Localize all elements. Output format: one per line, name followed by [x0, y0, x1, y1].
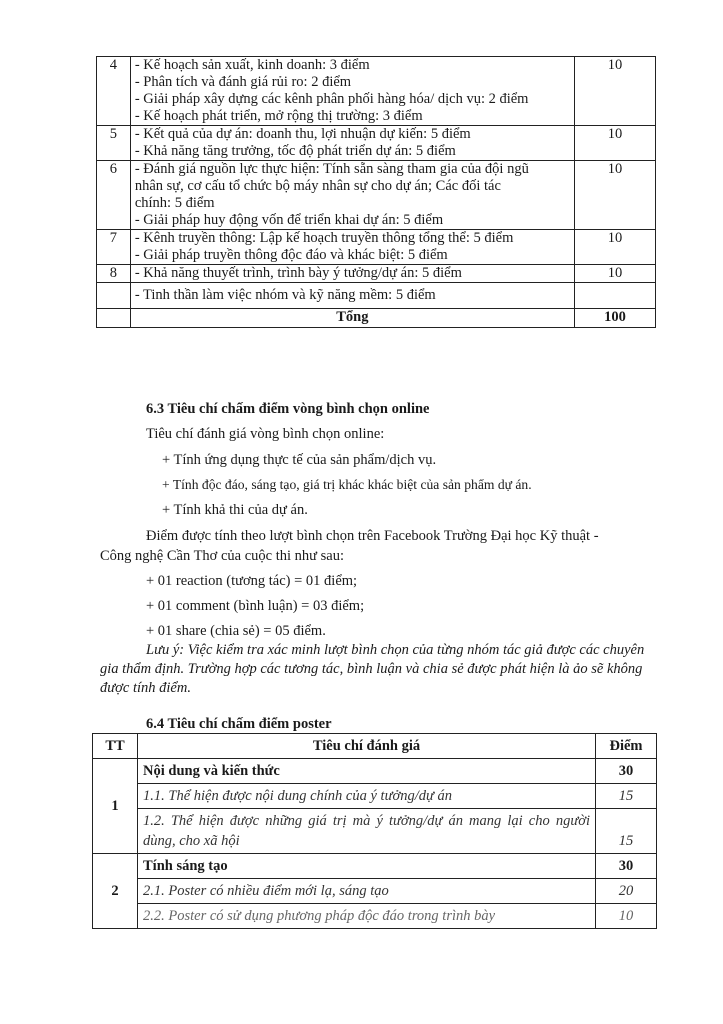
criteria-line: - Kết quả của dự án: doanh thu, lợi nhuận dự kiến: 5 điểm — [134, 126, 471, 142]
row-criteria — [130, 265, 574, 283]
section-64-heading: 6.4 Tiêu chí chấm điểm poster — [146, 716, 332, 732]
row-criteria — [130, 57, 574, 126]
group-row — [93, 759, 657, 784]
section-63-intro: Tiêu chí đánh giá vòng bình chọn online: — [146, 426, 385, 442]
criterion-bullet: + Tính độc đáo, sáng tạo, giá trị khác khác biệt của sản phẩm dự án. — [162, 477, 532, 492]
criteria-line: - Giải pháp xây dựng các kênh phân phối hàng hóa/ dịch vụ: 2 điểm — [134, 91, 529, 107]
row-number — [97, 283, 131, 309]
sub-criterion: 2.1. Poster có nhiều điểm mới lạ, sáng tạo — [138, 879, 596, 904]
group-number: 1 — [93, 759, 138, 854]
note-paragraph: Lưu ý: Việc kiểm tra xác minh lượt bình chọn của từng nhóm tác giả được các chuyên gia thẩm định. Trường hợp các tương tác, bình luận và chia sẻ được phát hiện là ảo sẽ không được tính điểm. — [100, 642, 645, 696]
row-number: 4 — [97, 57, 131, 126]
group-score: 30 — [596, 759, 657, 784]
criteria-line: nhân sự, cơ cấu tổ chức bộ máy nhân sự cho dự án; Các đối tác — [134, 178, 501, 194]
table-row — [97, 57, 656, 126]
scoring-rule: + 01 share (chia sẻ) = 05 điểm. — [146, 623, 326, 639]
group-row — [93, 854, 657, 879]
table-row — [97, 230, 656, 265]
row-criteria — [130, 230, 574, 265]
total-value: 100 — [574, 309, 655, 328]
row-score: 10 — [574, 265, 655, 283]
criteria-line: chính: 5 điểm — [134, 195, 215, 211]
scoring-rule: + 01 reaction (tương tác) = 01 điểm; — [146, 573, 358, 589]
criteria-line: - Giải pháp huy động vốn để triển khai dự án: 5 điểm — [134, 212, 444, 228]
table-header-row — [93, 734, 657, 759]
criteria-line: - Tinh thần làm việc nhóm và kỹ năng mềm: 5 điểm — [134, 287, 436, 303]
table-row — [97, 283, 656, 309]
section-63-heading: 6.3 Tiêu chí chấm điểm vòng bình chọn online — [146, 401, 430, 417]
group-score: 30 — [596, 854, 657, 879]
scoring-rule: + 01 comment (bình luận) = 03 điểm; — [146, 598, 365, 614]
row-number: 7 — [97, 230, 131, 265]
row-criteria — [130, 126, 574, 161]
row-number: 5 — [97, 126, 131, 161]
row-number: 8 — [97, 265, 131, 283]
header-criteria: Tiêu chí đánh giá — [138, 734, 596, 759]
criteria-line: - Kế hoạch phát triển, mở rộng thị trường: 3 điểm — [134, 108, 423, 124]
group-number: 2 — [93, 854, 138, 929]
sub-criterion: 2.2. Poster có sử dụng phương pháp độc đáo trong trình bày — [138, 904, 596, 929]
criteria-line: - Kế hoạch sản xuất, kinh doanh: 3 điểm — [134, 57, 370, 73]
criterion-bullet: + Tính ứng dụng thực tế của sản phẩm/dịch vụ. — [162, 452, 437, 468]
scoring-paragraph-line-2: Công nghệ Cần Thơ của cuộc thi như sau: — [100, 548, 344, 564]
poster-criteria-table — [92, 733, 657, 929]
row-score: 10 — [574, 230, 655, 265]
total-row — [97, 309, 656, 328]
total-empty-cell — [97, 309, 131, 328]
scoring-paragraph-line-1: Điểm được tính theo lượt bình chọn trên Facebook Trường Đại học Kỹ thuật - — [146, 528, 599, 544]
table-row — [97, 161, 656, 230]
sub-score: 20 — [596, 879, 657, 904]
sub-score: 15 — [596, 809, 657, 854]
total-label: Tổng — [130, 309, 574, 328]
group-title: Nội dung và kiến thức — [138, 759, 596, 784]
criteria-line: - Kênh truyền thông: Lập kế hoạch truyền thông tổng thể: 5 điểm — [134, 230, 514, 246]
row-criteria — [130, 161, 574, 230]
criteria-line: - Khả năng tăng trưởng, tốc độ phát triển dự án: 5 điểm — [134, 143, 456, 159]
group-title: Tính sáng tạo — [138, 854, 596, 879]
table-row — [97, 126, 656, 161]
header-score: Điểm — [596, 734, 657, 759]
sub-score: 15 — [596, 784, 657, 809]
row-criteria — [130, 283, 574, 309]
sub-criterion: 1.2. Thể hiện được những giá trị mà ý tưởng/dự án mang lại cho người dùng, cho xã hội — [138, 809, 596, 854]
criteria-line: - Khả năng thuyết trình, trình bày ý tưởng/dự án: 5 điểm — [134, 265, 462, 281]
criteria-table-continued — [96, 56, 656, 328]
row-score — [574, 283, 655, 309]
table-row — [93, 904, 657, 929]
row-score: 10 — [574, 57, 655, 126]
table-row — [97, 265, 656, 283]
row-score: 10 — [574, 161, 655, 230]
criteria-line: - Phân tích và đánh giá rủi ro: 2 điểm — [134, 74, 352, 90]
row-score: 10 — [574, 126, 655, 161]
table-row — [93, 879, 657, 904]
header-tt: TT — [93, 734, 138, 759]
criterion-bullet: + Tính khả thi của dự án. — [162, 502, 308, 518]
table-row — [93, 809, 657, 854]
row-number: 6 — [97, 161, 131, 230]
sub-score: 10 — [596, 904, 657, 929]
criteria-line: - Giải pháp truyền thông độc đáo và khác biệt: 5 điểm — [134, 247, 448, 263]
sub-criterion: 1.1. Thể hiện được nội dung chính của ý tưởng/dự án — [138, 784, 596, 809]
table-row — [93, 784, 657, 809]
criteria-line: - Đánh giá nguồn lực thực hiện: Tính sẵn sàng tham gia của đội ngũ — [134, 161, 529, 177]
